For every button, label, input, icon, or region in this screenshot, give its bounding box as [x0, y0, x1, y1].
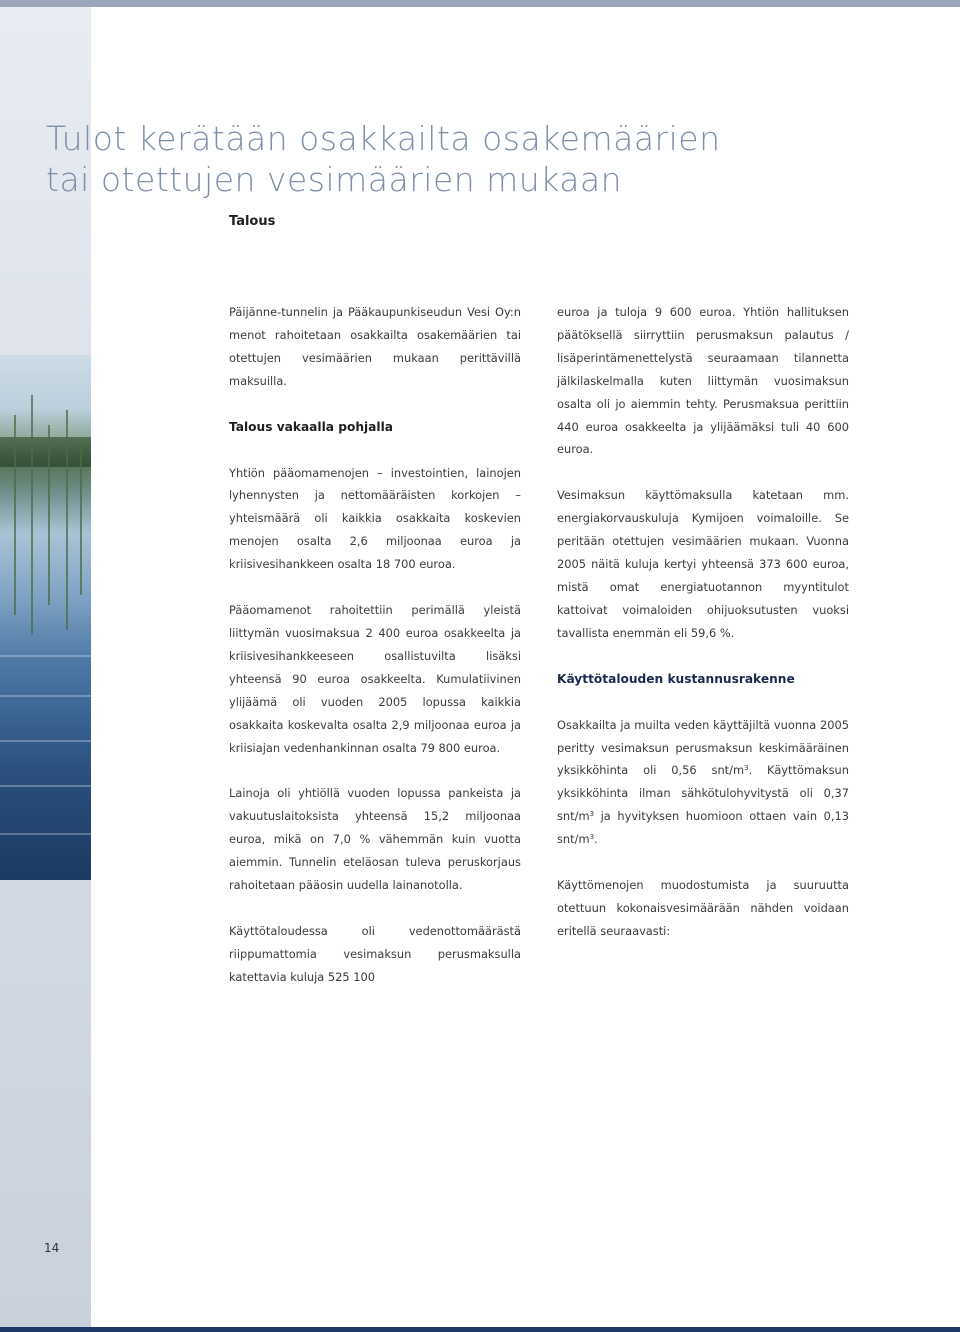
photo-reed — [14, 415, 16, 615]
subheading-kayttotalous: Käyttötalouden kustannusrakenne — [557, 671, 795, 686]
paragraph: Yhtiön pääomamenojen – investointien, lainojen lyhennysten ja nettomääräisten korkojen – yhteismäärä oli kaikkia osakkaita koskevien menojen osalta 2,6 miljoonaa euroa ja kriisivesihankkeen osalta 18 700 euroa. — [229, 465, 521, 572]
paragraph-unit-prices — [557, 714, 849, 851]
superscript: 3 — [744, 764, 749, 773]
photo-wave — [0, 740, 91, 742]
title-line-1: Tulot kerätään osakkailta osakemäärien — [46, 119, 721, 158]
paragraph: Lainoja oli yhtiöllä vuoden lopussa pankeista ja vakuutuslaitoksista yhteensä 15,2 miljoonaa euroa, mikä on 7,0 % vähemmän kuin vuotta aiemmin. Tunnelin eteläosan tuleva peruskorjaus rahoitetaan pääosin uudella lainanotolla. — [229, 786, 521, 893]
superscript: 3 — [589, 833, 595, 842]
top-bar — [0, 0, 960, 7]
photo-reed — [80, 445, 82, 595]
lake-photo — [0, 355, 91, 880]
paragraph: Pääomamenot rahoitettiin perimällä yleistä liittymän vuosimaksua 2 400 euroa osakkeelta ja kriisivesihankkeeseen osallistuvilta lisäksi yhteensä 90 euroa osakkeelta. Kumulatiivinen ylijäämä oli vuoden 2005 lopussa kaikkia osakkaita koskevalta osalta 2,9 miljoonaa euroa ja kriisiajan vedenhankinnan osalta 79 800 euroa. — [229, 603, 521, 755]
left-column — [229, 301, 521, 1012]
right-column — [557, 301, 849, 966]
photo-wave — [0, 785, 91, 787]
title-line-2: tai otettujen vesimäärien mukaan — [46, 160, 623, 199]
text-run: Osakkailta ja muilta veden käyttäjiltä vuonna 2005 peritty vesimaksun perusmaksun keskimääräinen yksikköhinta oli 0,56 snt/m — [557, 717, 849, 778]
bottom-bar — [0, 1327, 960, 1332]
paragraph: Käyttömenojen muodostumista ja suuruutta otettuun kokonaisvesimäärään nähden voidaan eritellä seuraavasti: — [557, 878, 849, 938]
text-run: . — [594, 832, 598, 847]
photo-wave — [0, 833, 91, 835]
photo-reed — [48, 425, 50, 605]
section-label: Talous — [229, 214, 276, 229]
photo-reed — [31, 395, 33, 635]
page-number: 14 — [44, 1241, 60, 1255]
photo-reed — [66, 410, 68, 630]
page-title — [46, 118, 721, 200]
text-run: ja hyvityksen huomioon ottaen vain 0,13 snt/m — [557, 809, 849, 847]
photo-wave — [0, 695, 91, 697]
text-run: . Käyttömaksun yksikköhinta ilman sähkötulohyvitystä oli 0,37 snt/m — [557, 763, 849, 824]
paragraph: euroa ja tuloja 9 600 euroa. Yhtiön hallituksen päätöksellä siirryttiin perusmaksun palautus / lisäperintämenettelystä seuraamaan tilannetta jälkilaskelmalla kuten liittymän vuosimaksun osalta oli jo aiemmin tehty. Perusmaksua perittiin 440 euroa osakkeelta ja ylijäämäksi tuli 40 600 euroa. — [557, 305, 849, 457]
superscript: 3 — [589, 810, 595, 819]
photo-wave — [0, 655, 91, 657]
paragraph: Käyttötaloudessa oli vedenottomäärästä riippumattomia vesimaksun perusmaksulla katettavia kuluja 525 100 — [229, 923, 521, 984]
intro-paragraph: Päijänne-tunnelin ja Pääkaupunkiseudun Vesi Oy:n menot rahoitetaan osakkailta osakemäärien tai otettujen vesimäärien mukaan perittävillä maksuilla. — [229, 305, 521, 388]
subheading-talous: Talous vakaalla pohjalla — [229, 419, 393, 434]
paragraph: Vesimaksun käyttömaksulla katetaan mm. energiakorvauskuluja Kymijoen voimaloille. Se peritään otettujen vesimäärien mukaan. Vuonna 2005 näitä kuluja kertyi yhteensä 373 600 euroa, mistä omat energiatuotannon myyntitulot kattoivat voimaloiden ohijuoksutusten vuoksi tavallista enemmän eli 59,6 %. — [557, 488, 849, 640]
